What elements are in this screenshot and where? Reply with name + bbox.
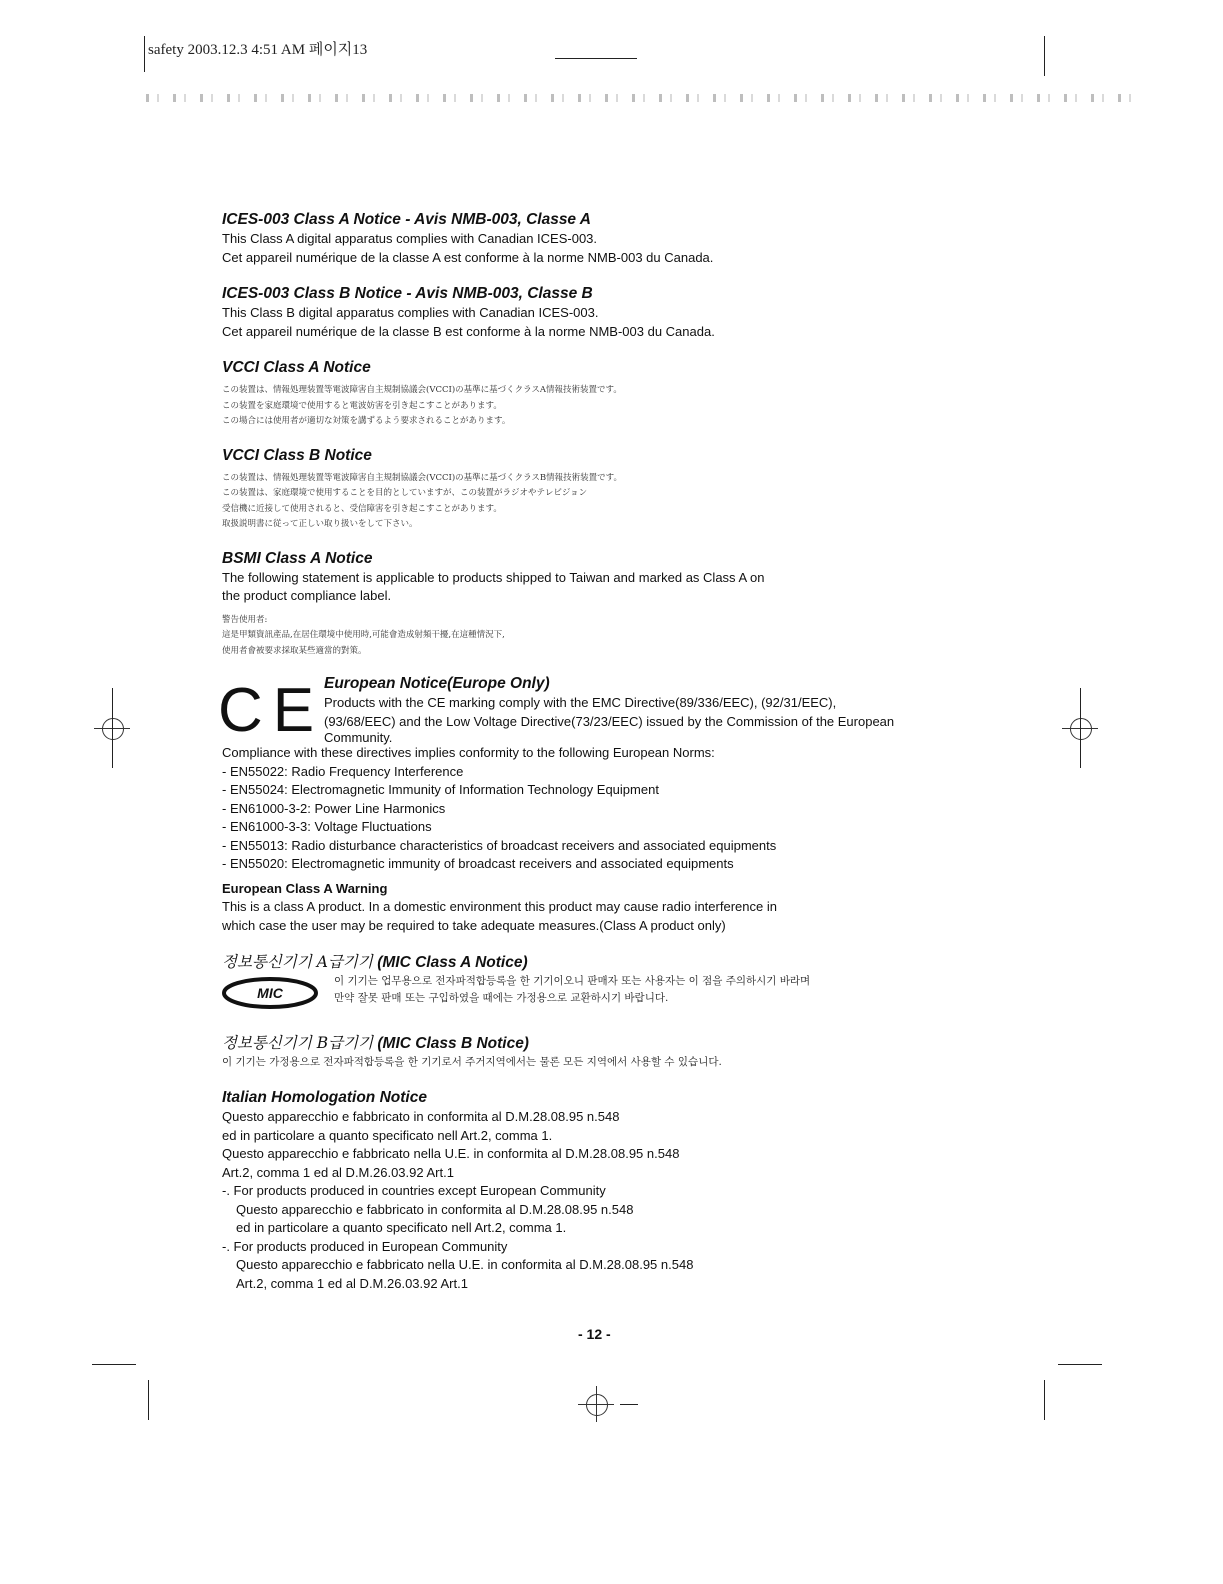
european-notice-section <box>218 675 1002 935</box>
text-line: The following statement is applicable to products shipped to Taiwan and marked as Class A on <box>222 569 765 585</box>
norm-item: - EN55013: Radio disturbance characteristics of broadcast receivers and associated equipments <box>222 837 777 853</box>
section-title: ICES-003 Class B Notice - Avis NMB-003, Classe B <box>222 285 593 302</box>
text-line: which case the user may be required to take adequate measures.(Class A product only) <box>222 917 726 933</box>
crop-mark <box>1058 1364 1102 1365</box>
text-line: この場合には使用者が適切な対策を講ずるよう要求されることがあります。 <box>222 416 511 426</box>
crop-mark <box>148 1380 149 1420</box>
text-line: 受信機に近接して使用されると、受信障害を引き起こすことがあります。 <box>222 503 502 514</box>
list-item-heading: -. For products produced in European Community <box>222 1238 508 1254</box>
text-line: この装置は、情報処理装置等電波障害自主規制協議会(VCCI)の基準に基づくクラスB情報技術装置です。 <box>222 472 622 483</box>
crop-mark <box>144 36 145 72</box>
text-line: Questo apparecchio e fabbricato nella U.E. in conformita al D.M.28.08.95 n.548 <box>236 1257 694 1272</box>
section-title-korean: 정보통신기기 A급기기 <box>222 953 373 971</box>
section-title-korean: 정보통신기기 B급기기 <box>222 1034 374 1052</box>
text-line: Questo apparecchio e fabbricato nella U.E. in conformita al D.M.28.08.95 n.548 <box>222 1146 680 1161</box>
crop-mark <box>1080 688 1081 768</box>
text-line: Products with the CE marking comply with the EMC Directive(89/336/EEC), (92/31/EEC), <box>324 695 837 710</box>
print-slug: safety 2003.12.3 4:51 AM 페이지13 <box>148 42 368 58</box>
norm-item: - EN61000-3-3: Voltage Fluctuations <box>222 819 432 834</box>
norm-item: - EN61000-3-2: Power Line Harmonics <box>222 800 446 816</box>
section-title: Italian Homologation Notice <box>222 1089 427 1106</box>
text-line: Cet appareil numérique de la classe A est conforme à la norme NMB-003 du Canada. <box>222 249 714 265</box>
registration-mark-icon <box>578 1386 614 1422</box>
text-line: Community. <box>324 730 393 745</box>
text-line: This Class A digital apparatus complies with Canadian ICES-003. <box>222 231 598 246</box>
mic-logo <box>222 977 318 1009</box>
norm-item: - EN55022: Radio Frequency Interference <box>222 763 464 779</box>
section-title: ICES-003 Class A Notice - Avis NMB-003, Classe A <box>222 211 591 228</box>
norm-item: - EN55024: Electromagnetic Immunity of Information Technology Equipment <box>222 782 659 797</box>
text-line: This is a class A product. In a domestic environment this product may cause radio interference in <box>222 899 777 914</box>
section-title: (MIC Class A Notice) <box>377 954 528 971</box>
text-line: Questo apparecchio e fabbricato in conformita al D.M.28.08.95 n.548 <box>236 1201 634 1217</box>
crop-mark <box>555 58 637 59</box>
text-line: Art.2, comma 1 ed al D.M.26.03.92 Art.1 <box>236 1275 468 1291</box>
mic-class-a-section <box>222 952 1002 1021</box>
text-line: この装置を家庭環境で使用すると電波妨害を引き起こすことがあります。 <box>222 400 502 411</box>
section-title: BSMI Class A Notice <box>222 549 373 567</box>
text-line: (93/68/EEC) and the Low Voltage Directive(73/23/EEC) issued by the Commission of the European <box>324 713 895 729</box>
ices-class-a-section <box>222 210 1002 267</box>
text-line: ed in particolare a quanto specificato nell Art.2, comma 1. <box>222 1127 553 1143</box>
text-line: 이 기기는 업무용으로 전자파적합등록을 한 기기이오니 판매자 또는 사용자는 이 점을 주의하시기 바라며 <box>334 975 811 987</box>
section-title: VCCI Class B Notice <box>222 446 372 464</box>
text-line: Compliance with these directives implies conformity to the following European Norms: <box>222 745 715 760</box>
text-line: この装置は、家庭環境で使用することを目的としていますが、この装置がラジオやテレビジョン <box>222 488 588 498</box>
crop-mark <box>620 1404 638 1405</box>
ce-mark-logo: CE <box>218 676 325 745</box>
section-title: (MIC Class B Notice) <box>377 1035 529 1052</box>
text-line: This Class B digital apparatus complies with Canadian ICES-003. <box>222 305 599 320</box>
text-line: 使用者會被要求採取某些適當的對策。 <box>222 645 367 656</box>
section-title: VCCI Class A Notice <box>222 359 371 376</box>
text-line: 取扱説明書に従って正しい取り扱いをして下さい。 <box>222 519 418 529</box>
ices-class-b-section <box>222 284 1002 341</box>
text-line: Questo apparecchio e fabbricato in conformita al D.M.28.08.95 n.548 <box>222 1109 620 1124</box>
text-line: 警告使用者: <box>222 614 268 625</box>
text-line: 這是甲類資訊產品,在居住環境中使用時,可能會造成射頻干擾,在這種情況下, <box>222 630 505 640</box>
mic-class-b-section <box>222 1033 1002 1071</box>
page-number: - 12 - <box>578 1326 611 1342</box>
text-line: Art.2, comma 1 ed al D.M.26.03.92 Art.1 <box>222 1164 454 1180</box>
norm-item: - EN55020: Electromagnetic immunity of broadcast receivers and associated equipments <box>222 856 734 871</box>
crop-mark <box>1044 36 1045 76</box>
text-line: 이 기기는 가정용으로 전자파적합등록을 한 기기로서 주거지역에서는 물론 모든 지역에서 사용할 수 있습니다. <box>222 1056 722 1068</box>
crop-mark <box>1044 1380 1045 1420</box>
vcci-class-a-section <box>222 358 1002 429</box>
text-line: Cet appareil numérique de la classe B est conforme à la norme NMB-003 du Canada. <box>222 323 715 339</box>
section-title: European Notice(Europe Only) <box>324 675 550 692</box>
bsmi-class-a-section <box>222 549 1002 659</box>
crop-mark <box>92 1364 136 1365</box>
svg-text:MIC: MIC <box>257 985 283 1001</box>
text-line: この装置は、情報処理装置等電波障害自主規制協議会(VCCI)の基準に基づくクラスA情報技術装置です。 <box>222 385 622 395</box>
text-line: ed in particolare a quanto specificato nell Art.2, comma 1. <box>236 1220 567 1235</box>
list-item-heading: -. For products produced in countries except European Community <box>222 1183 606 1198</box>
document-content <box>218 210 1002 1293</box>
italian-homologation-section <box>222 1088 1002 1293</box>
text-line: 만약 잘못 판매 또는 구입하였을 때에는 가정용으로 교환하시기 바랍니다. <box>334 992 669 1004</box>
scan-noise-strip <box>146 94 1136 102</box>
vcci-class-b-section <box>222 446 1002 532</box>
text-line: the product compliance label. <box>222 588 392 603</box>
subsection-title: European Class A Warning <box>222 880 388 896</box>
crop-mark <box>112 688 113 768</box>
